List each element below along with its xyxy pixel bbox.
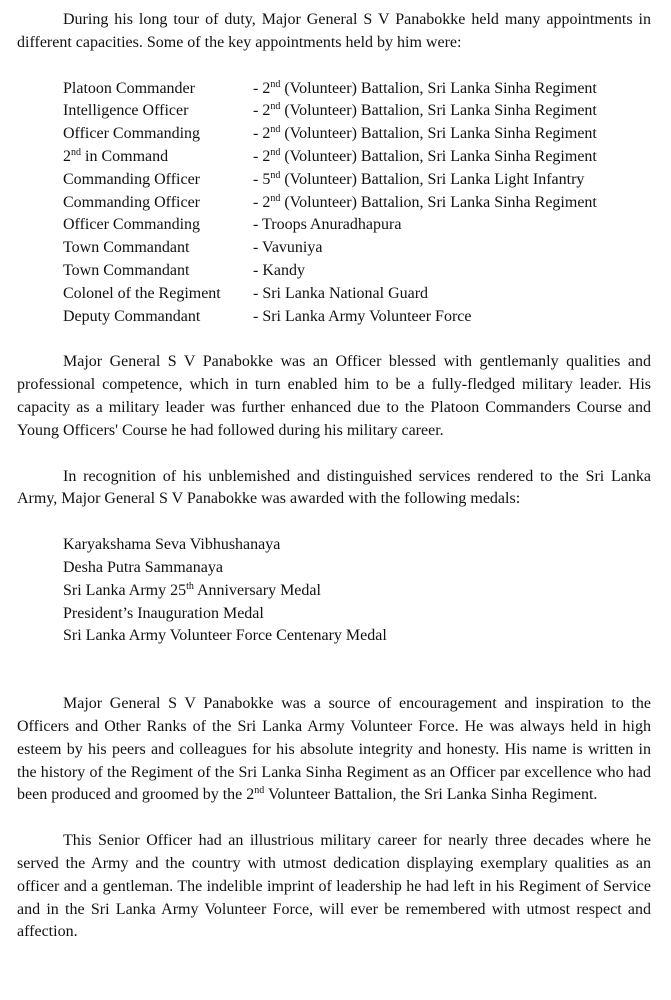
appointment-unit [253,100,597,123]
inspiration-paragraph [17,693,651,807]
appointment-role [63,283,253,306]
appointment-unit [253,192,597,215]
unit-text: - Sri Lanka National Guard [253,284,429,302]
appointment-unit [253,237,597,260]
unit-ordinal-suffix: nd [270,78,281,90]
unit-text-rest: (Volunteer) Battalion, Sri Lanka Sinha Regiment [280,102,597,120]
unit-text: - 2 [253,102,271,120]
appointment-row [63,78,597,101]
medal-item [63,580,651,603]
unit-text: - Sri Lanka Army Volunteer Force [253,307,472,325]
medal-name: Desha Putra Sammanaya [63,558,223,576]
appointment-row [63,169,597,192]
medal-name: Sri Lanka Army Volunteer Force Centenary Medal [63,627,387,645]
unit-ordinal-suffix: nd [270,124,281,136]
unit-ordinal-suffix: nd [270,192,281,204]
role-text: Intelligence Officer [63,102,189,120]
appointment-unit [253,123,597,146]
appointment-role [63,169,253,192]
career-paragraph: This Senior Officer had an illustrious military career for nearly three decades where he served the Army and the country with utmost dedication displaying exemplary qualities as an officer and a gentleman. The indelible imprint of leadership he had left in his Regiment of Service and in the Sri Lanka Army Volunteer Force, will ever be remembered with utmost respect and affection. [17,832,651,941]
medal-name: Sri Lanka Army 25 [63,581,187,599]
unit-text: - Troops Anuradhapura [253,216,402,234]
medal-item [63,603,651,626]
unit-text: - 2 [253,193,271,211]
role-text: Commanding Officer [63,170,201,188]
intro-paragraph: During his long tour of duty, Major General S V Panabokke held many appointments in different capacities. Some of the key appointments held by him were: [17,11,651,51]
medal-name: Karyakshama Seva Vibhushanaya [63,536,281,554]
appointment-unit [253,283,597,306]
appointment-row [63,306,597,329]
role-text: Deputy Commandant [63,307,201,325]
appointment-role [63,237,253,260]
unit-text: - 2 [253,125,271,143]
unit-text: - Vavuniya [253,239,323,257]
ordinal-suffix: nd [254,785,265,797]
appointment-role [63,260,253,283]
medal-item [63,534,651,557]
unit-text-rest: (Volunteer) Battalion, Sri Lanka Sinha Regiment [280,193,597,211]
medal-name: President’s Inauguration Medal [63,604,264,622]
role-text: Platoon Commander [63,79,195,97]
medal-ordinal-suffix: th [186,580,194,592]
inspiration-text-end: Volunteer Battalion, the Sri Lanka Sinha Regiment. [264,786,598,804]
appointment-role [63,306,253,329]
medal-item [63,625,651,648]
appointment-unit [253,169,597,192]
role-text: Officer Commanding [63,125,201,143]
appointment-row [63,100,597,123]
unit-text: - 2 [253,79,271,97]
appointment-unit [253,78,597,101]
appointment-role [63,146,253,169]
appointment-role [63,100,253,123]
medal-item [63,557,651,580]
unit-text-rest: (Volunteer) Battalion, Sri Lanka Sinha Regiment [280,147,597,165]
qualities-paragraph: Major General S V Panabokke was an Officer blessed with gentlemanly qualities and professional competence, which in turn enabled him to be a fully-fledged military leader. His capacity as a military leader was further enhanced due to the Platoon Commanders Course and Young Officers' Course he had followed during his military career. [17,353,651,439]
appointment-role [63,214,253,237]
appointment-unit [253,306,597,329]
appointment-row [63,146,597,169]
appointment-role [63,192,253,215]
appointment-row [63,237,597,260]
medals-intro-paragraph: In recognition of his unblemished and distinguished services rendered to the Sri Lanka Army, Major General S V Panabokke was awarded with the following medals: [17,467,651,508]
appointment-unit [253,260,597,283]
appointment-row [63,214,597,237]
appointment-role [63,78,253,101]
role-ordinal-suffix: nd [71,146,81,158]
appointment-row [63,283,597,306]
role-text: Officer Commanding [63,216,201,234]
medals-list [63,534,651,648]
appointment-row [63,260,597,283]
unit-text: - 5 [253,170,271,188]
role-text: 2 [63,147,71,165]
appointment-unit [253,146,597,169]
appointment-row [63,123,597,146]
appointment-unit [253,214,597,237]
unit-ordinal-suffix: nd [270,169,281,181]
role-text: Commanding Officer [63,193,201,211]
unit-text-rest: (Volunteer) Battalion, Sri Lanka Sinha Regiment [280,125,597,143]
appointment-row [63,192,597,215]
medal-name-rest: Anniversary Medal [193,581,321,599]
appointment-role [63,123,253,146]
role-text-rest: in Command [81,147,169,165]
inspiration-text: Major General S V Panabokke was a source of encouragement and inspiration to the Officers and Other Ranks of the Sri Lanka Army Volunteer Force. He was always held in high esteem by his peers and colleagues for his absolute integrity and honesty. His name is written in the history of the Regiment of the Sri Lanka Sinha Regiment as an Officer par excellence who had been produced and groomed by the 2 [17,695,651,804]
role-text: Town Commandant [63,261,190,279]
role-text: Colonel of the Regiment [63,284,221,302]
unit-ordinal-suffix: nd [270,101,281,113]
unit-text: - 2 [253,147,271,165]
unit-ordinal-suffix: nd [270,146,281,158]
unit-text-rest: (Volunteer) Battalion, Sri Lanka Sinha Regiment [280,79,597,97]
unit-text-rest: (Volunteer) Battalion, Sri Lanka Light Infantry [280,170,585,188]
appointments-table [63,78,597,329]
role-text: Town Commandant [63,239,190,257]
unit-text: - Kandy [253,261,305,279]
